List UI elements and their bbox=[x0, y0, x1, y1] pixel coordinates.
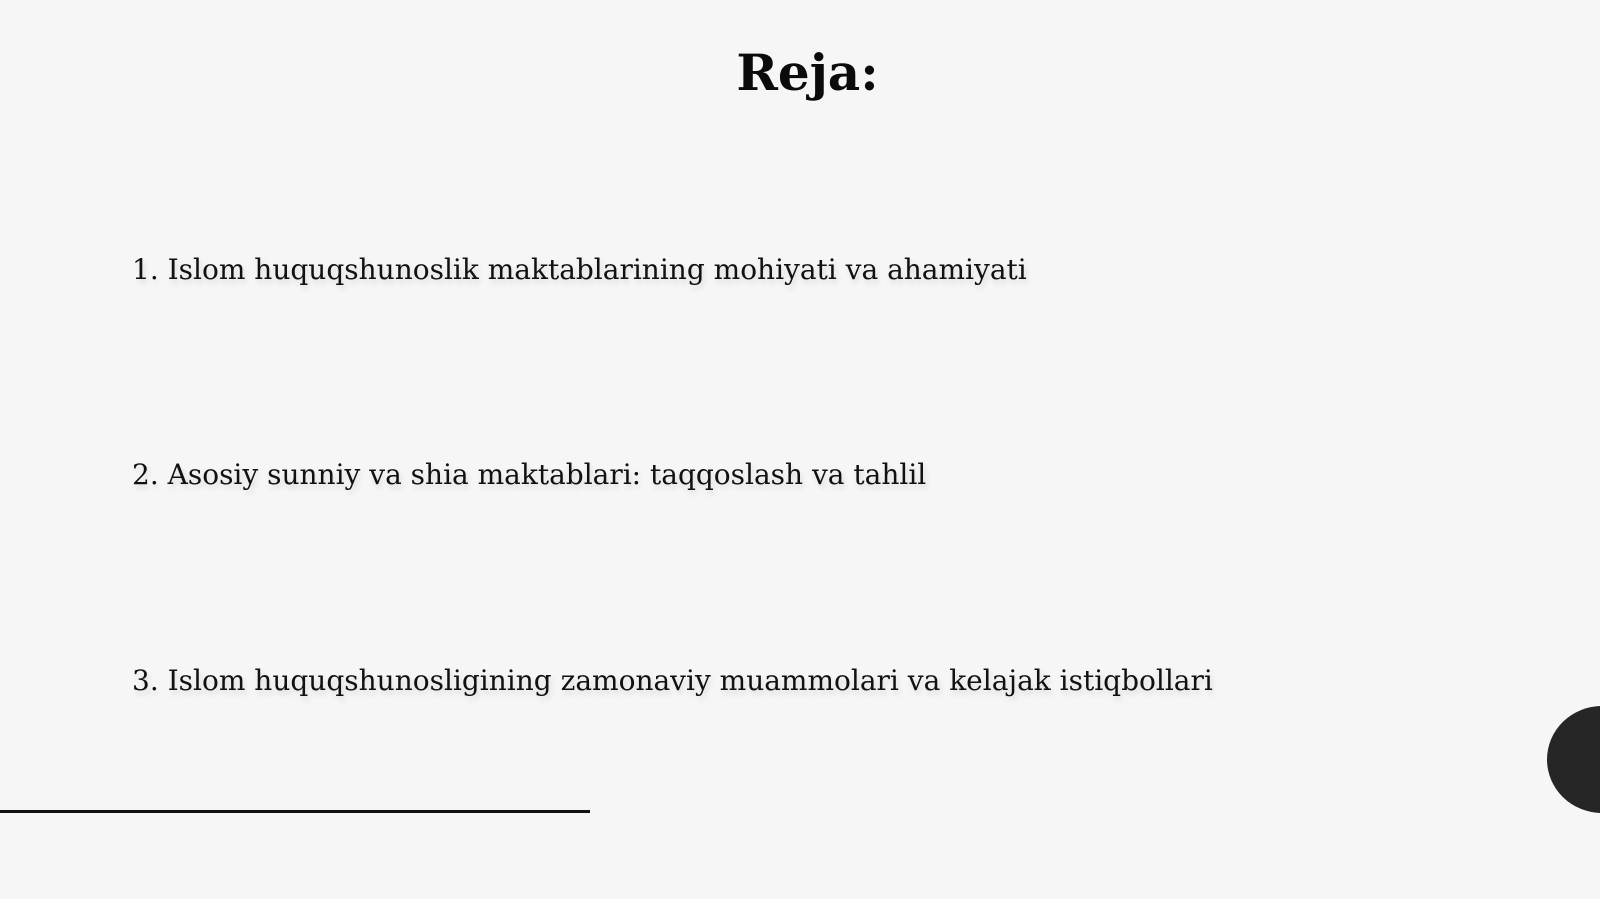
slide-title: Reja: bbox=[736, 43, 879, 102]
plan-item-1: 1. Islom huquqshunoslik maktablarining mohiyati va ahamiyati bbox=[132, 253, 1027, 286]
decorative-divider-line bbox=[0, 810, 590, 813]
plan-item-3: 3. Islom huquqshunosligining zamonaviy muammolari va kelajak istiqbollari bbox=[132, 664, 1213, 697]
plan-item-2: 2. Asosiy sunniy va shia maktablari: taqqoslash va tahlil bbox=[132, 458, 927, 491]
decorative-circle-shape bbox=[1547, 706, 1600, 813]
